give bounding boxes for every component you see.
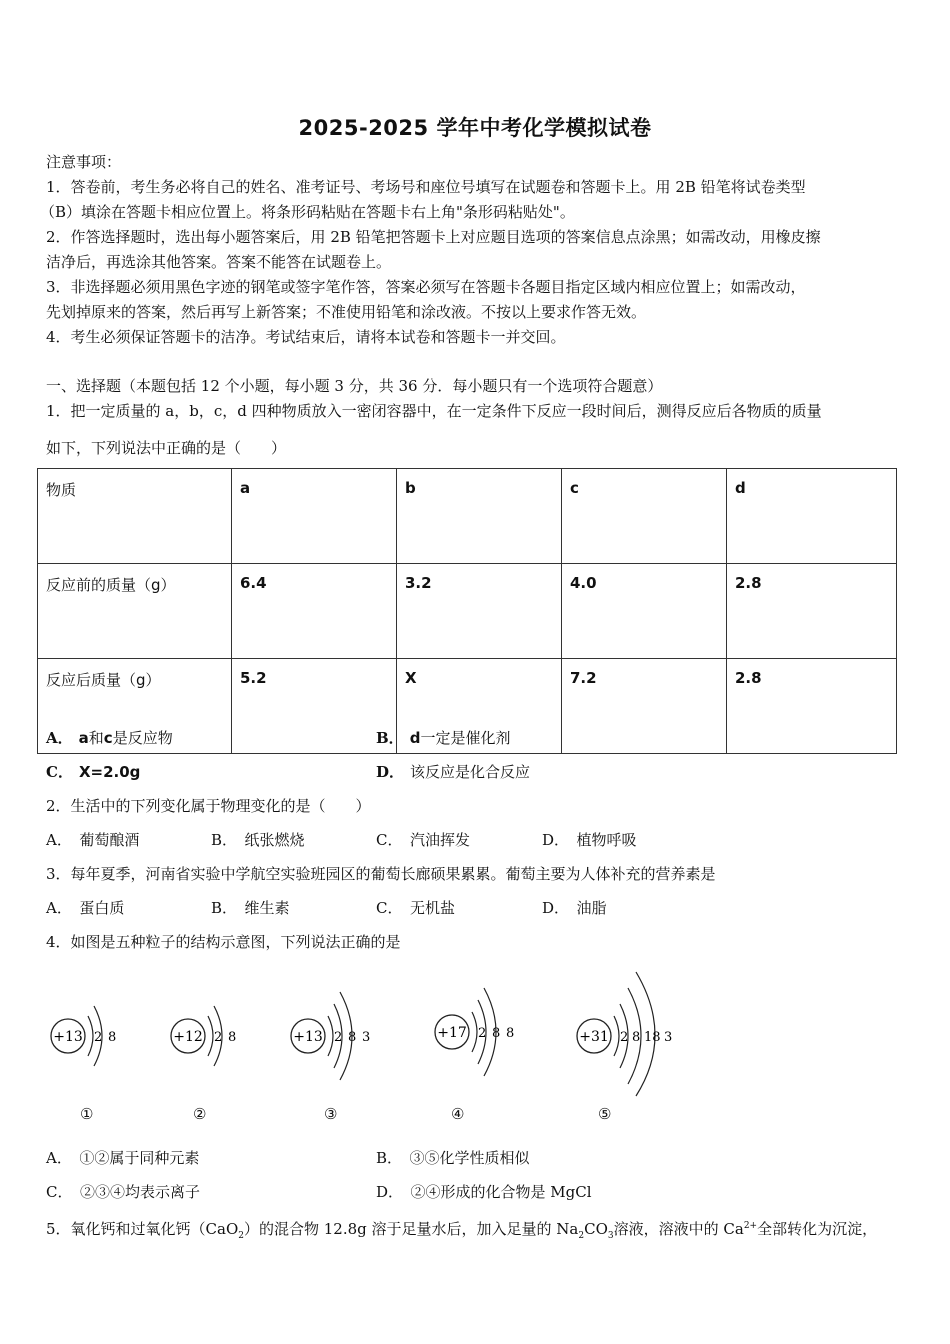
table-cell: 2.8 <box>727 564 897 659</box>
table-cell: d <box>727 469 897 564</box>
q2-option-c[interactable]: C． 汽油挥发 <box>376 831 470 849</box>
q3-option-c[interactable]: C． 无机盐 <box>376 899 455 917</box>
table-row <box>38 469 897 564</box>
q1-stem: 1．把一定质量的 a，b，c，d 四种物质放入一密闭容器中，在一定条件下反应一段时间后，测得反应后各物质的质量 <box>46 402 822 420</box>
nucleus-label: +17 <box>437 1025 467 1041</box>
atom-label-1: ① <box>80 1105 94 1123</box>
q4-option-c[interactable]: C． ②③④均表示离子 <box>46 1183 200 1201</box>
q3-stem: 3．每年夏季，河南省实验中学航空实验班园区的葡萄长廊硕果累累。葡萄主要为人体补充的营养素是 <box>46 865 716 883</box>
table-cell: 5.2 <box>232 659 397 754</box>
table-cell: 物质 <box>38 469 232 564</box>
page-title: 2025-2025 学年中考化学模拟试卷 <box>298 116 652 140</box>
shell-count: 2 <box>94 1030 103 1045</box>
notice-line: 2．作答选择题时，选出每小题答案后，用 2B 铅笔把答题卡上对应题目选项的答案信息点涂黑；如需改动，用橡皮擦 <box>46 228 821 246</box>
shell-count: 8 <box>348 1030 357 1045</box>
table-cell: 7.2 <box>562 659 727 754</box>
notice-line: 3．非选择题必须用黑色字迹的钢笔或签字笔作答，答案必须写在答题卡各题目指定区域内相应位置上；如需改动， <box>46 278 806 296</box>
shell-count: 2 <box>334 1030 343 1045</box>
atom-diagram-5 <box>574 958 684 1098</box>
table-cell: a <box>232 469 397 564</box>
nucleus-label: +31 <box>579 1029 609 1045</box>
q1-table <box>37 468 897 754</box>
nucleus-label: +13 <box>293 1029 323 1045</box>
shell-count: 2 <box>620 1030 629 1045</box>
nucleus-label: +13 <box>53 1029 83 1045</box>
shell-count: 8 <box>108 1030 117 1045</box>
q1-stem: 如下，下列说法中正确的是（ ） <box>46 439 287 457</box>
table-cell: 4.0 <box>562 564 727 659</box>
table-cell: 反应后质量（g） <box>38 659 232 754</box>
notice-line: （B）填涂在答题卡相应位置上。将条形码粘贴在答题卡右上角"条形码粘贴处"。 <box>40 203 575 221</box>
shell-count: 3 <box>362 1030 371 1045</box>
shell-count: 8 <box>492 1026 501 1041</box>
table-cell: X <box>397 659 562 754</box>
atom-label-2: ② <box>193 1105 207 1123</box>
q2-option-d[interactable]: D． 植物呼吸 <box>542 831 637 849</box>
q2-option-b[interactable]: B． 纸张燃烧 <box>211 831 305 849</box>
q4-stem: 4．如图是五种粒子的结构示意图，下列说法正确的是 <box>46 933 401 951</box>
table-row <box>38 564 897 659</box>
atom-diagram-3 <box>288 958 388 1098</box>
shell-count: 2 <box>478 1026 487 1041</box>
nucleus-label: +12 <box>173 1029 203 1045</box>
notice-line: 4．考生必须保证答题卡的洁净。考试结束后，请将本试卷和答题卡一并交回。 <box>46 328 566 346</box>
atom-label-4: ④ <box>451 1105 465 1123</box>
shell-count: 18 <box>644 1030 661 1045</box>
notice-heading: 注意事项： <box>46 153 122 171</box>
atom-label-3: ③ <box>324 1105 338 1123</box>
q4-option-b[interactable]: B． ③⑤化学性质相似 <box>376 1149 530 1167</box>
notice-line: 洁净后，再选涂其他答案。答案不能答在试题卷上。 <box>46 253 392 271</box>
q5-stem: 5．氧化钙和过氧化钙（CaO$_2$）的混合物 12.8g 溶于足量水后，加入足量的 $Na_2CO_3$溶液，溶液中的 $Ca^{2+}$全部转化为沉淀， <box>46 1220 878 1241</box>
notice-line: 先划掉原来的答案，然后再写上新答案；不准使用铅笔和涂改液。不按以上要求作答无效。 <box>46 303 647 321</box>
shell-count: 8 <box>506 1026 515 1041</box>
table-cell: 反应前的质量（g） <box>38 564 232 659</box>
q1-option-b[interactable]: B． d一定是催化剂 <box>376 729 511 747</box>
q3-option-a[interactable]: A． 蛋白质 <box>46 899 125 917</box>
shell-count: 3 <box>664 1030 673 1045</box>
atom-label-5: ⑤ <box>598 1105 612 1123</box>
q1-option-d[interactable]: D． 该反应是化合反应 <box>376 763 531 781</box>
table-cell: 3.2 <box>397 564 562 659</box>
q1-option-c[interactable]: C． X=2.0g <box>46 763 141 781</box>
shell-count: 2 <box>214 1030 223 1045</box>
atom-diagram-1 <box>48 958 138 1098</box>
q2-option-a[interactable]: A． 葡萄酿酒 <box>46 831 140 849</box>
table-cell: b <box>397 469 562 564</box>
atom-diagram-2 <box>168 958 258 1098</box>
table-cell: c <box>562 469 727 564</box>
q4-option-d[interactable]: D． ②④形成的化合物是 MgCl <box>376 1183 592 1201</box>
notice-line: 1．答卷前，考生务必将自己的姓名、准考证号、考场号和座位号填写在试题卷和答题卡上。用 2B 铅笔将试卷类型 <box>46 178 806 196</box>
section-heading: 一、选择题（本题包括 12 个小题，每小题 3 分，共 36 分．每小题只有一个选项符合题意） <box>46 377 663 395</box>
q1-option-a[interactable]: A． a和c是反应物 <box>46 729 173 747</box>
shell-count: 8 <box>228 1030 237 1045</box>
q3-option-b[interactable]: B． 维生素 <box>211 899 290 917</box>
atom-diagram-4 <box>432 958 532 1098</box>
q2-stem: 2．生活中的下列变化属于物理变化的是（ ） <box>46 797 371 815</box>
table-cell: 6.4 <box>232 564 397 659</box>
table-cell: 2.8 <box>727 659 897 754</box>
q4-option-a[interactable]: A． ①②属于同种元素 <box>46 1149 200 1167</box>
q3-option-d[interactable]: D． 油脂 <box>542 899 607 917</box>
shell-count: 8 <box>632 1030 641 1045</box>
